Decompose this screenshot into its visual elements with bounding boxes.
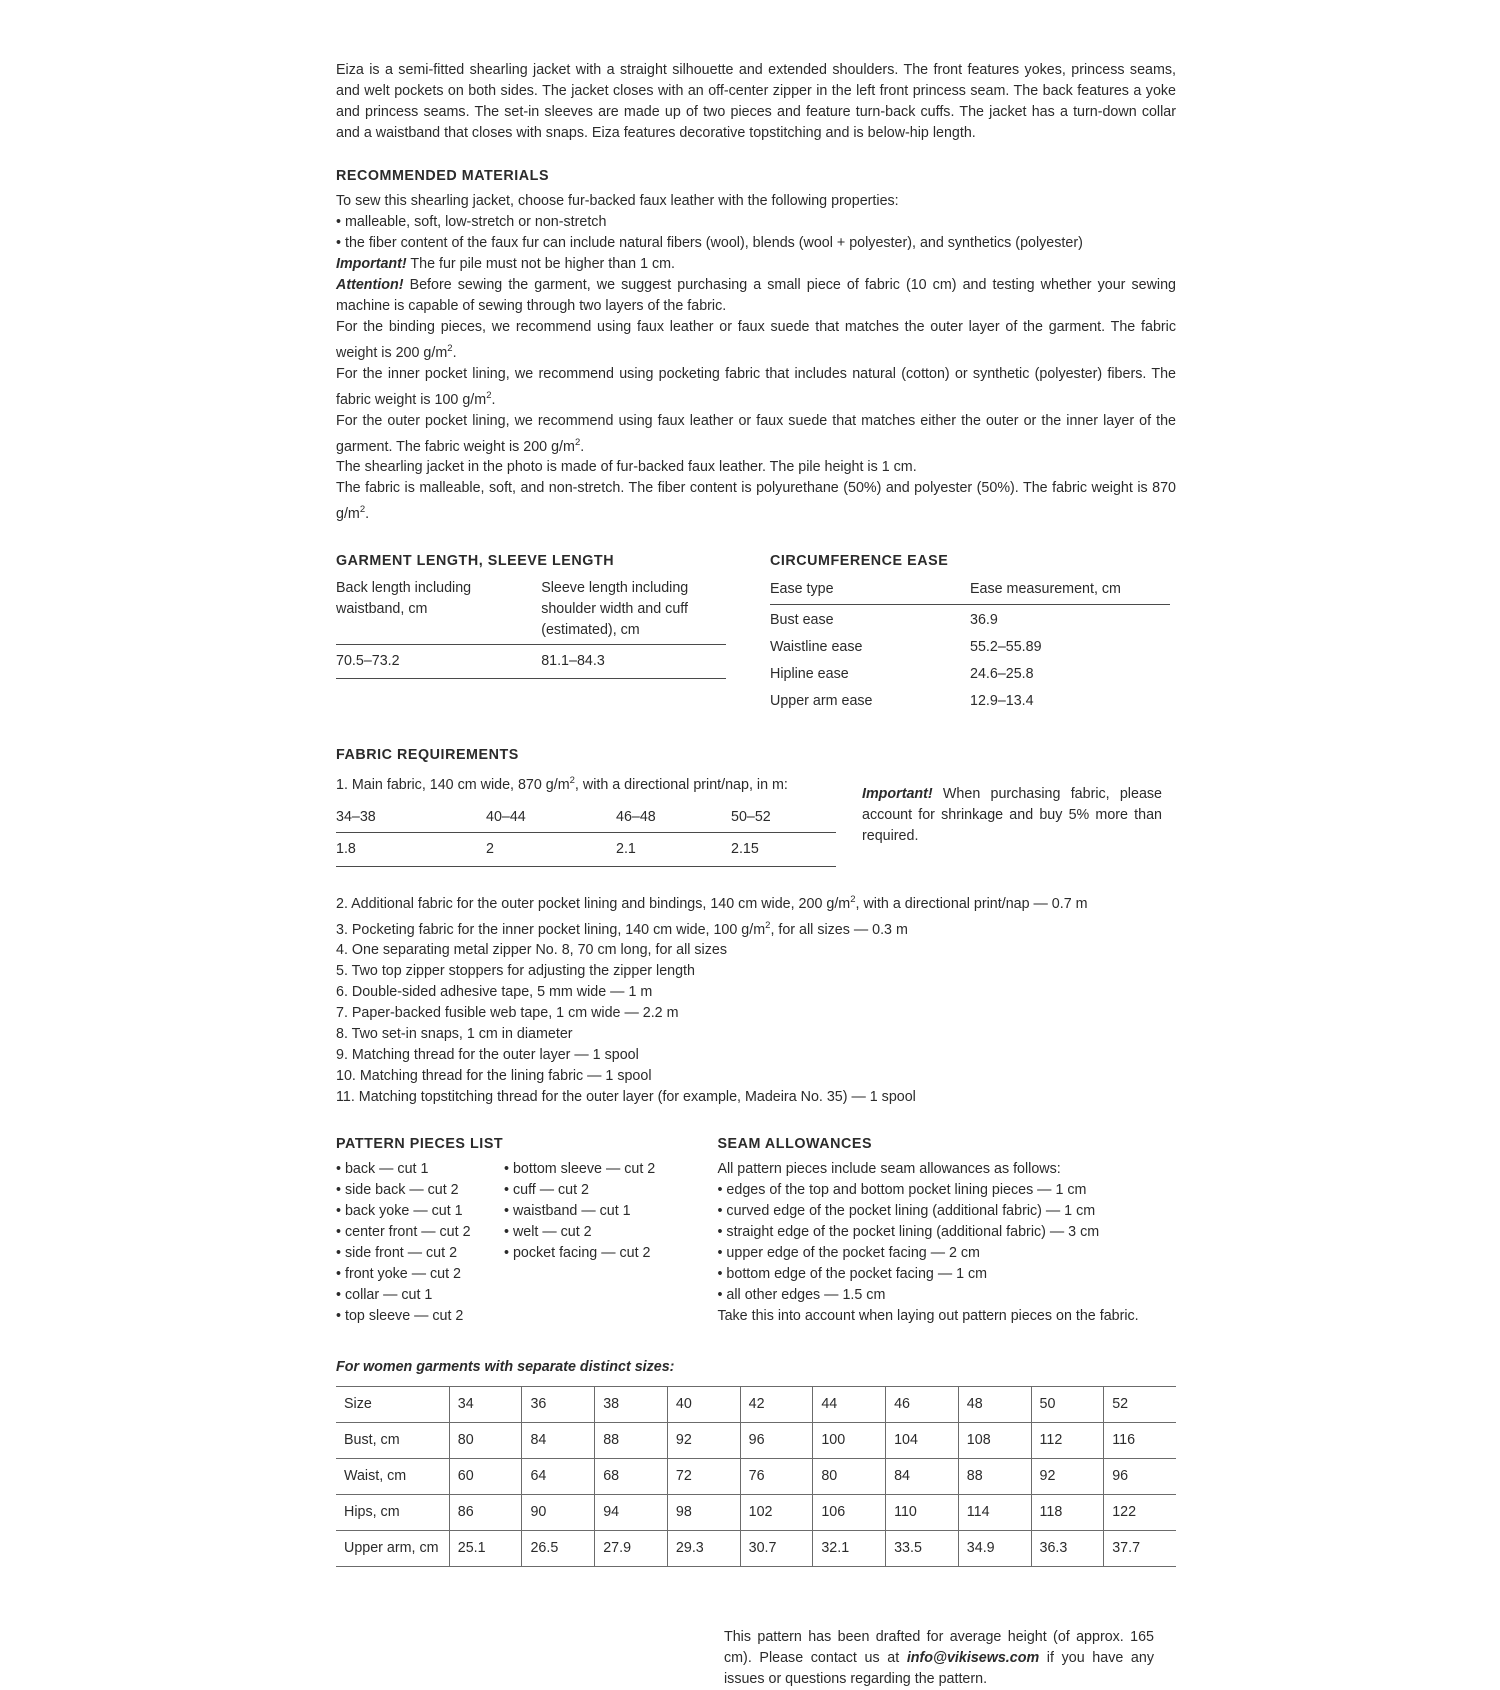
seam-allowances-section (717, 1134, 1176, 1327)
list-item: • bottom edge of the pocket facing — 1 cm (717, 1266, 988, 1283)
ease-value: 36.9 (970, 612, 998, 629)
list-item: • side front — cut 2 (336, 1245, 458, 1262)
footer-text-part1: This pattern has been drafted for average height (of approx. 165 cm). Please contact us at (724, 1629, 1154, 1667)
attention-label: Attention! (336, 277, 404, 293)
fabric-item-4: 4. One separating metal zipper No. 8, 70 cm long, for all sizes (336, 942, 727, 959)
cell-value: 110 (886, 1495, 959, 1531)
cell-value: 27.9 (595, 1531, 668, 1567)
cell-value: 98 (667, 1495, 740, 1531)
note-important-text: When purchasing fabric, please account for shrinkage and buy 5% more than required. (862, 786, 1162, 845)
cell-value: 114 (958, 1495, 1031, 1531)
fabric-main-column (336, 770, 836, 867)
cell-value: 94 (595, 1495, 668, 1531)
fabric-item-3-a: 3. Pocketing fabric for the inner pocket lining, 140 cm wide, 100 g/m (336, 921, 766, 938)
garment-length-header-2: Sleeve length including shoulder width and cuff (estimated), cm (523, 576, 726, 645)
important-label: Important! (336, 256, 407, 272)
cell-value: 30.7 (740, 1531, 813, 1567)
row-label: Waist, cm (336, 1459, 449, 1495)
cell-value: 36 (522, 1387, 595, 1423)
size-chart-title: For women garments with separate distinct sizes: (336, 1359, 675, 1376)
fabric-item-2 (336, 889, 1176, 915)
pattern-instruction-page (336, 60, 1176, 1690)
cell-value: 96 (1104, 1459, 1176, 1495)
size-range-header: 40–44 (486, 804, 616, 833)
table-row (770, 661, 1170, 688)
table-row (336, 832, 836, 866)
attention-text: Before sewing the garment, we suggest purchasing a small piece of fabric (10 cm) and testing whether your sewing machine is capable of sewing through two layers of the fabric. (336, 277, 1176, 314)
size-range-header: 50–52 (731, 804, 836, 833)
list-item: • waistband — cut 1 (504, 1203, 631, 1220)
fabric-item-3-b: , for all sizes — 0.3 m (770, 921, 908, 938)
materials-fabric-note (336, 478, 1176, 525)
list-item: • bottom sleeve — cut 2 (504, 1161, 656, 1178)
pattern-pieces-section (336, 1134, 679, 1327)
fabric-item-1-b: , with a directional print/nap, in m: (574, 776, 788, 793)
cell-value: 96 (740, 1423, 813, 1459)
fabric-item-9: 9. Matching thread for the outer layer — 1 spool (336, 1047, 639, 1064)
fabric-item-1-a: 1. Main fabric, 140 cm wide, 870 g/m (336, 776, 570, 793)
yardage-value: 2.15 (731, 832, 836, 866)
inner-pocket-text-b: . (491, 391, 496, 408)
materials-attention (336, 275, 1176, 317)
cell-value: 90 (522, 1495, 595, 1531)
row-label: Size (336, 1387, 449, 1423)
pieces-and-seams-row (336, 1134, 1176, 1327)
cell-value: 92 (1031, 1459, 1104, 1495)
cell-value: 37.7 (1104, 1531, 1176, 1567)
table-row (336, 1495, 1176, 1531)
ease-value: 55.2–55.89 (970, 639, 1042, 656)
cell-value: 84 (886, 1459, 959, 1495)
cell-value: 92 (667, 1423, 740, 1459)
note-important-label: Important! (862, 786, 933, 803)
circumference-ease-table (770, 576, 1170, 715)
fabric-item-5: 5. Two top zipper stoppers for adjusting the zipper length (336, 963, 695, 980)
cell-value: 32.1 (813, 1531, 886, 1567)
cell-value: 42 (740, 1387, 813, 1423)
cell-value: 34 (449, 1387, 522, 1423)
fabric-item-6: 6. Double-sided adhesive tape, 5 mm wide — 1 m (336, 984, 653, 1001)
fabric-item-7: 7. Paper-backed fusible web tape, 1 cm wide — 2.2 m (336, 1005, 679, 1022)
cell-value: 106 (813, 1495, 886, 1531)
ease-header-type: Ease type (770, 576, 970, 605)
cell-value: 60 (449, 1459, 522, 1495)
yardage-value: 2 (486, 832, 616, 866)
circumference-ease-section (770, 551, 1170, 715)
list-item: • all other edges — 1.5 cm (717, 1287, 886, 1304)
fabric-text-a: The fabric is malleable, soft, and non-stretch. The fiber content is polyurethane (50%) and polyester (50%). The fabric weight is 870 g/m (336, 480, 1176, 523)
fabric-item-8: 8. Two set-in snaps, 1 cm in diameter (336, 1026, 573, 1043)
table-row (336, 645, 726, 679)
list-item: • center front — cut 2 (336, 1224, 471, 1241)
row-label: Bust, cm (336, 1423, 449, 1459)
cell-value: 72 (667, 1459, 740, 1495)
cell-value: 26.5 (522, 1531, 595, 1567)
fabric-item-3 (336, 915, 1176, 941)
cell-value: 80 (449, 1423, 522, 1459)
circumference-ease-title: CIRCUMFERENCE EASE (770, 553, 949, 570)
table-row (336, 1459, 1176, 1495)
list-item: • straight edge of the pocket lining (additional fabric) — 3 cm (717, 1224, 1100, 1241)
materials-lead: To sew this shearling jacket, choose fur-backed faux leather with the following properties: (336, 193, 899, 209)
list-item: • curved edge of the pocket lining (additional fabric) — 1 cm (717, 1203, 1096, 1220)
list-item: • back yoke — cut 1 (336, 1203, 463, 1220)
yardage-value: 2.1 (616, 832, 731, 866)
cell-value: 80 (813, 1459, 886, 1495)
fabric-requirements-title: FABRIC REQUIREMENTS (336, 747, 519, 764)
garment-length-title: GARMENT LENGTH, SLEEVE LENGTH (336, 553, 615, 570)
recommended-materials-title: RECOMMENDED MATERIALS (336, 168, 550, 184)
cell-value: 118 (1031, 1495, 1104, 1531)
size-range-header: 46–48 (616, 804, 731, 833)
cell-value: 33.5 (886, 1531, 959, 1567)
cell-value: 112 (1031, 1423, 1104, 1459)
fabric-shrinkage-note (862, 770, 1162, 867)
list-item: • upper edge of the pocket facing — 2 cm (717, 1245, 980, 1262)
list-item: • pocket facing — cut 2 (504, 1245, 651, 1262)
table-row (770, 605, 1170, 635)
important-text: The fur pile must not be higher than 1 cm. (406, 256, 676, 272)
outer-pocket-text-b: . (580, 438, 585, 455)
superscript-2: 2 (359, 504, 366, 516)
size-range-header: 34–38 (336, 804, 486, 833)
cell-value: 108 (958, 1423, 1031, 1459)
materials-binding (336, 317, 1176, 364)
ease-value: 24.6–25.8 (970, 666, 1034, 683)
table-row (336, 1387, 1176, 1423)
superscript-2: 2 (765, 919, 771, 931)
superscript-2: 2 (569, 775, 575, 787)
ease-type: Hipline ease (770, 666, 849, 683)
list-item: • top sleeve — cut 2 (336, 1308, 464, 1325)
materials-important (336, 254, 1176, 275)
superscript-2: 2 (850, 893, 856, 905)
cell-value: 76 (740, 1459, 813, 1495)
outer-pocket-text-a: For the outer pocket lining, we recommend using faux leather or faux suede that matches either the outer or the inner layer of the garment. The fabric weight is 200 g/m (336, 412, 1176, 455)
cell-value: 116 (1104, 1423, 1176, 1459)
cell-value: 44 (813, 1387, 886, 1423)
fabric-yardage-table (336, 804, 836, 867)
cell-value: 100 (813, 1423, 886, 1459)
fabric-text-b: . (365, 506, 370, 523)
garment-length-header-1: Back length including waistband, cm (336, 576, 523, 645)
pattern-pieces-columns (336, 1159, 679, 1327)
ease-type: Waistline ease (770, 639, 863, 656)
cell-value: 36.3 (1031, 1531, 1104, 1567)
fabric-item-2-b: , with a directional print/nap — 0.7 m (855, 895, 1088, 912)
list-item: • collar — cut 1 (336, 1287, 433, 1304)
row-label: Upper arm, cm (336, 1531, 449, 1567)
fabric-item-10: 10. Matching thread for the lining fabric — 1 spool (336, 1068, 652, 1085)
pattern-pieces-title: PATTERN PIECES LIST (336, 1136, 504, 1153)
garment-length-value-1: 70.5–73.2 (336, 645, 523, 679)
fabric-item-1 (336, 770, 836, 796)
list-item: • welt — cut 2 (504, 1224, 592, 1241)
cell-value: 122 (1104, 1495, 1176, 1531)
materials-bullet-2: • the fiber content of the faux fur can include natural fibers (wool), blends (wool + polyester), and synthetics (polyester) (336, 235, 1083, 251)
materials-outer-pocket (336, 411, 1176, 458)
cell-value: 50 (1031, 1387, 1104, 1423)
table-row (336, 1531, 1176, 1567)
inner-pocket-text-a: For the inner pocket lining, we recommend using pocketing fabric that includes natural (cotton) or synthetic (polyester) fibers. The fabric weight is 100 g/m (336, 365, 1176, 408)
cell-value: 68 (595, 1459, 668, 1495)
superscript-2: 2 (574, 436, 581, 448)
cell-value: 48 (958, 1387, 1031, 1423)
cell-value: 40 (667, 1387, 740, 1423)
list-item: • edges of the top and bottom pocket lining pieces — 1 cm (717, 1182, 1087, 1199)
superscript-2: 2 (447, 343, 453, 354)
materials-photo-note: The shearling jacket in the photo is made of fur-backed faux leather. The pile height is 1 cm. (336, 459, 917, 476)
binding-text-a: For the binding pieces, we recommend using faux leather or faux suede that matches the outer layer of the garment. The fabric weight is 200 g/m (336, 319, 1176, 361)
size-chart-table (336, 1386, 1176, 1567)
page-footer (724, 1627, 1154, 1690)
ease-type: Bust ease (770, 612, 834, 629)
yardage-value: 1.8 (336, 832, 486, 866)
intro-paragraph: Eiza is a semi-fitted shearling jacket with a straight silhouette and extended shoulders. The front features yokes, princess seams, and welt pockets on both sides. The jacket closes with an off-center zipper in the left front princess seam. The back features a yoke and princess seams. The set-in sleeves are made up of two pieces and feature turn-back cuffs. The jacket has a turn-down collar and a waistband that closes with snaps. Eiza features decorative topstitching and is below-hip length. (336, 62, 1176, 141)
footer-text-part2: if you have any issues or questions regarding the pattern. (724, 1650, 1154, 1688)
garment-length-value-2: 81.1–84.3 (523, 645, 726, 679)
cell-value: 38 (595, 1387, 668, 1423)
cell-value: 86 (449, 1495, 522, 1531)
ease-type: Upper arm ease (770, 693, 873, 710)
cell-value: 102 (740, 1495, 813, 1531)
table-row (770, 634, 1170, 661)
garment-length-section (336, 551, 726, 715)
fabric-requirements-list (336, 889, 1176, 1109)
list-item: • cuff — cut 2 (504, 1182, 589, 1199)
pattern-pieces-column-2 (504, 1159, 655, 1327)
list-item: • front yoke — cut 2 (336, 1266, 461, 1283)
garment-length-table (336, 576, 726, 679)
fabric-requirements-section (336, 745, 1176, 1108)
cell-value: 34.9 (958, 1531, 1031, 1567)
superscript-2: 2 (486, 389, 492, 401)
ease-header-measurement: Ease measurement, cm (970, 576, 1170, 605)
seam-allowances-lead: All pattern pieces include seam allowances as follows: (717, 1161, 1061, 1178)
seam-allowances-footnote: Take this into account when laying out pattern pieces on the fabric. (717, 1308, 1139, 1325)
cell-value: 25.1 (449, 1531, 522, 1567)
materials-bullet-1: • malleable, soft, low-stretch or non-stretch (336, 214, 607, 230)
cell-value: 64 (522, 1459, 595, 1495)
recommended-materials-section (336, 166, 1176, 525)
support-email-link[interactable]: info@vikisews.com (906, 1650, 1040, 1667)
seam-allowances-list (717, 1180, 1176, 1306)
seam-allowances-title: SEAM ALLOWANCES (717, 1136, 873, 1153)
materials-inner-pocket (336, 364, 1176, 411)
fabric-requirements-top (336, 770, 1176, 867)
ease-value: 12.9–13.4 (970, 693, 1034, 710)
fabric-item-11: 11. Matching topstitching thread for the outer layer (for example, Madeira No. 35) — 1 spool (336, 1089, 916, 1106)
cell-value: 52 (1104, 1387, 1176, 1423)
binding-text-b: . (452, 344, 457, 361)
cell-value: 46 (886, 1387, 959, 1423)
measurements-row (336, 551, 1176, 715)
table-row (770, 688, 1170, 715)
cell-value: 104 (886, 1423, 959, 1459)
size-chart-section (336, 1357, 1176, 1567)
list-item: • back — cut 1 (336, 1161, 429, 1178)
cell-value: 29.3 (667, 1531, 740, 1567)
cell-value: 88 (595, 1423, 668, 1459)
row-label: Hips, cm (336, 1495, 449, 1531)
cell-value: 84 (522, 1423, 595, 1459)
pattern-pieces-column-1 (336, 1159, 486, 1327)
cell-value: 88 (958, 1459, 1031, 1495)
table-row (336, 1423, 1176, 1459)
fabric-item-2-a: 2. Additional fabric for the outer pocket lining and bindings, 140 cm wide, 200 g/m (336, 895, 851, 912)
list-item: • side back — cut 2 (336, 1182, 459, 1199)
